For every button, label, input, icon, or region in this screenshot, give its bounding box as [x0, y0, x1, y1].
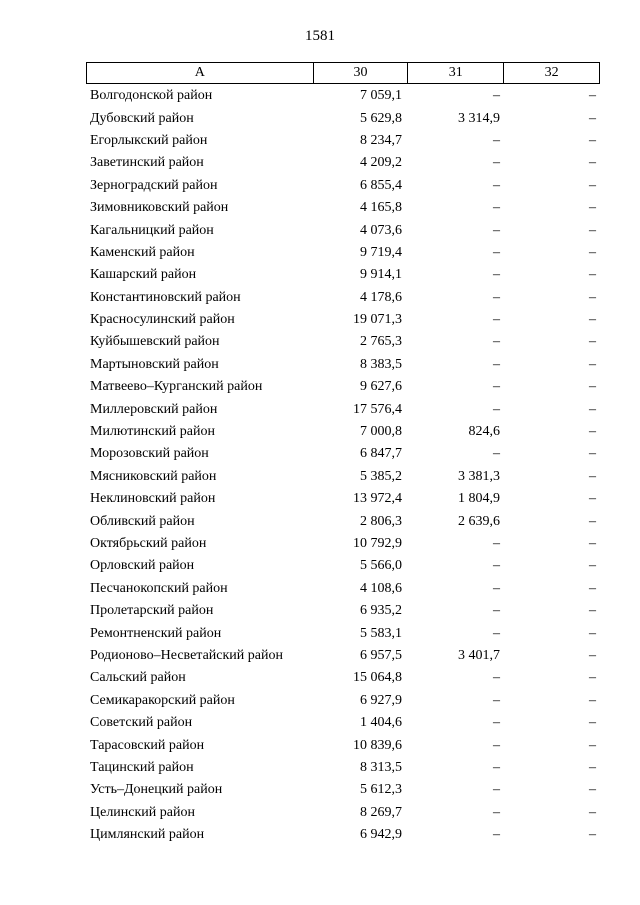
district-name: Советский район: [90, 715, 193, 731]
district-name: Пролетарский район: [90, 603, 214, 619]
value-col-31: –: [493, 804, 500, 820]
value-col-31: –: [493, 782, 500, 798]
district-name: Сальский район: [90, 670, 186, 686]
district-name: Дубовский район: [90, 110, 194, 126]
header-col-30: 30: [314, 63, 409, 83]
value-col-30: 8 313,5: [360, 759, 402, 775]
table-row: [86, 690, 600, 712]
table-row: [86, 287, 600, 309]
value-col-31: –: [493, 177, 500, 193]
value-col-30: 6 855,4: [360, 177, 402, 193]
table-row: [86, 107, 600, 129]
value-col-32: –: [589, 446, 596, 462]
table-row: [86, 533, 600, 555]
value-col-32: –: [589, 513, 596, 529]
value-col-31: –: [493, 312, 500, 328]
value-col-32: –: [589, 222, 596, 238]
value-col-32: –: [589, 536, 596, 551]
value-col-30: 6 942,9: [360, 827, 402, 843]
table-row: [86, 152, 600, 174]
district-name: Матвеево–Курганский район: [90, 379, 263, 395]
value-col-32: –: [589, 334, 596, 350]
district-name: Обливский район: [90, 513, 195, 529]
value-col-31: 3 381,3: [458, 468, 500, 484]
value-col-31: –: [493, 827, 500, 843]
table-row: [86, 85, 600, 107]
table-row: [86, 331, 600, 353]
value-col-32: –: [589, 110, 596, 126]
value-col-32: –: [589, 401, 596, 417]
value-col-31: –: [493, 625, 500, 641]
district-name: Миллеровский район: [90, 401, 218, 417]
value-col-31: –: [493, 401, 500, 417]
table-row: [86, 600, 600, 622]
value-col-32: –: [589, 692, 596, 708]
value-col-31: –: [493, 580, 500, 596]
district-name: Ремонтненский район: [90, 625, 222, 641]
table-row: [86, 175, 600, 197]
table-row: [86, 667, 600, 689]
value-col-30: 10 839,6: [353, 737, 402, 753]
value-col-32: –: [589, 827, 596, 843]
district-name: Мясниковский район: [90, 468, 217, 484]
table-row: [86, 376, 600, 398]
table-row: [86, 197, 600, 219]
district-name: Морозовский район: [90, 446, 209, 462]
value-col-31: –: [493, 692, 500, 708]
value-col-32: –: [589, 200, 596, 216]
district-name: Красносулинский район: [90, 312, 235, 328]
value-col-30: 8 234,7: [360, 132, 402, 148]
value-col-31: –: [493, 334, 500, 350]
value-col-32: –: [589, 289, 596, 305]
value-col-32: –: [589, 558, 596, 574]
district-name: Куйбышевский район: [90, 334, 220, 350]
value-col-30: 13 972,4: [353, 491, 402, 507]
value-col-31: 1 804,9: [458, 491, 500, 507]
value-col-31: 3 314,9: [458, 110, 500, 126]
value-col-32: –: [589, 155, 596, 171]
table-row: [86, 488, 600, 510]
header-col-31: 31: [408, 63, 504, 83]
district-name: Тацинский район: [90, 759, 194, 775]
table-row: [86, 242, 600, 264]
district-name: Тарасовский район: [90, 737, 205, 753]
value-col-31: –: [493, 446, 500, 462]
district-name: Волгодонской район: [90, 88, 213, 104]
value-col-32: –: [589, 782, 596, 798]
table-row: [86, 578, 600, 600]
table-row: [86, 779, 600, 801]
table-row: [86, 130, 600, 152]
value-col-32: –: [589, 491, 596, 507]
district-name: Егорлыкский район: [90, 132, 208, 148]
value-col-30: 5 612,3: [360, 782, 402, 798]
value-col-32: –: [589, 625, 596, 641]
value-col-30: 2 765,3: [360, 334, 402, 350]
value-col-32: –: [589, 737, 596, 753]
value-col-31: –: [493, 356, 500, 372]
table-row: [86, 466, 600, 488]
value-col-30: 5 566,0: [360, 558, 402, 574]
value-col-31: –: [493, 737, 500, 753]
value-col-32: –: [589, 244, 596, 260]
value-col-30: 17 576,4: [353, 401, 402, 417]
district-name: Константиновский район: [90, 289, 241, 305]
value-col-30: 6 957,5: [360, 647, 402, 663]
value-col-32: –: [589, 715, 596, 731]
table-row: [86, 757, 600, 779]
value-col-30: 4 073,6: [360, 222, 402, 238]
value-col-30: 2 806,3: [360, 513, 402, 529]
value-col-32: –: [589, 603, 596, 619]
value-col-30: 6 927,9: [360, 692, 402, 708]
district-name: Заветинский район: [90, 155, 204, 171]
table-row: [86, 398, 600, 420]
value-col-31: –: [493, 222, 500, 238]
value-col-30: 5 385,2: [360, 468, 402, 484]
value-col-30: 9 719,4: [360, 244, 402, 260]
table-row: [86, 354, 600, 376]
value-col-30: 8 269,7: [360, 804, 402, 820]
value-col-32: –: [589, 312, 596, 328]
value-col-31: –: [493, 267, 500, 283]
value-col-30: 10 792,9: [353, 536, 402, 551]
table-row: [86, 264, 600, 286]
value-col-32: –: [589, 356, 596, 372]
value-col-30: 4 209,2: [360, 155, 402, 171]
value-col-30: 9 627,6: [360, 379, 402, 395]
table-row: [86, 645, 600, 667]
table-row: [86, 802, 600, 824]
value-col-32: –: [589, 468, 596, 484]
table-row: [86, 443, 600, 465]
value-col-32: –: [589, 580, 596, 596]
value-col-31: –: [493, 558, 500, 574]
value-col-32: –: [589, 670, 596, 686]
value-col-31: –: [493, 289, 500, 305]
table-body: [86, 85, 600, 846]
value-col-31: –: [493, 759, 500, 775]
value-col-31: 3 401,7: [458, 647, 500, 663]
value-col-30: 8 383,5: [360, 356, 402, 372]
value-col-30: 9 914,1: [360, 267, 402, 283]
district-name: Милютинский район: [90, 424, 216, 440]
value-col-30: 15 064,8: [353, 670, 402, 686]
district-name: Орловский район: [90, 558, 195, 574]
district-name: Неклиновский район: [90, 491, 216, 507]
table-row: [86, 421, 600, 443]
district-name: Родионово–Несветайский район: [90, 647, 283, 663]
district-name: Каменский район: [90, 244, 195, 260]
value-col-30: 5 583,1: [360, 625, 402, 641]
value-col-31: 2 639,6: [458, 513, 500, 529]
value-col-31: –: [493, 200, 500, 216]
table-row: [86, 824, 600, 846]
district-name: Мартыновский район: [90, 356, 219, 372]
value-col-31: –: [493, 155, 500, 171]
value-col-32: –: [589, 379, 596, 395]
district-name: Кагальницкий район: [90, 222, 214, 238]
district-name: Семикаракорский район: [90, 692, 235, 708]
value-col-31: –: [493, 244, 500, 260]
value-col-32: –: [589, 88, 596, 104]
value-col-30: 7 000,8: [360, 424, 402, 440]
district-name: Зимовниковский район: [90, 200, 229, 216]
value-col-31: –: [493, 88, 500, 104]
table-row: [86, 622, 600, 644]
value-col-32: –: [589, 132, 596, 148]
value-col-30: 19 071,3: [353, 312, 402, 328]
header-col-32: 32: [504, 63, 600, 83]
value-col-31: 824,6: [468, 424, 500, 440]
value-col-31: –: [493, 379, 500, 395]
value-col-31: –: [493, 603, 500, 619]
district-name: Октябрьский район: [90, 536, 207, 551]
table-row: [86, 734, 600, 756]
header-col-a: А: [87, 63, 314, 83]
table-row: [86, 309, 600, 331]
value-col-30: 6 847,7: [360, 446, 402, 462]
table-row: [86, 712, 600, 734]
value-col-30: 6 935,2: [360, 603, 402, 619]
table-row: [86, 555, 600, 577]
value-col-32: –: [589, 177, 596, 193]
table-header: [86, 62, 600, 84]
district-name: Зерноградский район: [90, 177, 218, 193]
district-name: Целинский район: [90, 804, 195, 820]
value-col-32: –: [589, 647, 596, 663]
district-name: Цимлянский район: [90, 827, 205, 843]
value-col-30: 5 629,8: [360, 110, 402, 126]
value-col-31: –: [493, 536, 500, 551]
district-name: Песчанокопский район: [90, 580, 228, 596]
value-col-31: –: [493, 670, 500, 686]
value-col-32: –: [589, 424, 596, 440]
value-col-32: –: [589, 759, 596, 775]
table-row: [86, 510, 600, 532]
value-col-30: 4 108,6: [360, 580, 402, 596]
value-col-30: 1 404,6: [360, 715, 402, 731]
table-row: [86, 219, 600, 241]
value-col-30: 4 165,8: [360, 200, 402, 216]
page-number: 1581: [305, 28, 335, 44]
value-col-32: –: [589, 804, 596, 820]
value-col-31: –: [493, 715, 500, 731]
value-col-30: 4 178,6: [360, 289, 402, 305]
district-name: Кашарский район: [90, 267, 197, 283]
district-name: Усть–Донецкий район: [90, 782, 223, 798]
value-col-32: –: [589, 267, 596, 283]
value-col-30: 7 059,1: [360, 88, 402, 104]
value-col-31: –: [493, 132, 500, 148]
